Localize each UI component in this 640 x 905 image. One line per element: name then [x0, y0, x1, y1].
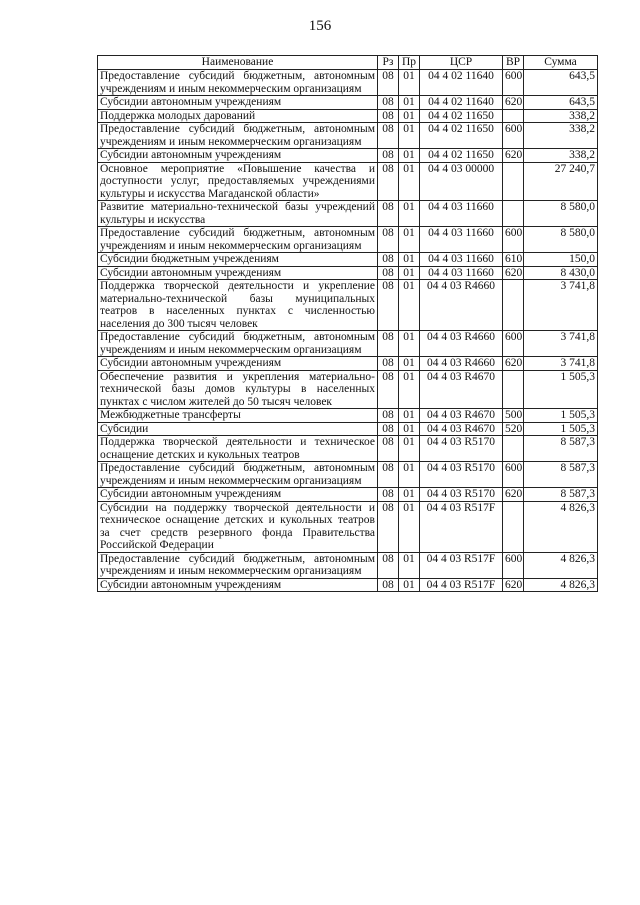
row-pr-cell: 01 [399, 552, 420, 578]
row-name-cell: Поддержка творческой деятельности и укрепление материально-технической базы муниципальных театров в населенных пунктах с численностью населения до 300 тысяч человек [98, 280, 378, 331]
row-csr-cell: 04 4 03 11660 [420, 253, 503, 267]
row-pr-cell: 01 [399, 436, 420, 462]
row-csr-cell: 04 4 03 11660 [420, 201, 503, 227]
row-pr-cell: 01 [399, 422, 420, 436]
row-sum-cell: 1 505,3 [524, 370, 598, 409]
row-vr-cell: 520 [503, 422, 524, 436]
row-csr-cell: 04 4 03 R517F [420, 552, 503, 578]
row-rz-cell: 08 [378, 162, 399, 201]
table-row [98, 227, 598, 253]
row-sum-cell: 4 826,3 [524, 501, 598, 552]
row-rz-cell: 08 [378, 370, 399, 409]
row-name-cell: Межбюджетные трансферты [98, 409, 378, 423]
row-csr-cell: 04 4 03 11660 [420, 266, 503, 280]
row-vr-cell [503, 201, 524, 227]
row-pr-cell: 01 [399, 253, 420, 267]
table-row [98, 501, 598, 552]
row-pr-cell: 01 [399, 201, 420, 227]
table-row [98, 331, 598, 357]
row-name-cell: Субсидии автономным учреждениям [98, 266, 378, 280]
row-rz-cell: 08 [378, 253, 399, 267]
row-rz-cell: 08 [378, 201, 399, 227]
row-pr-cell: 01 [399, 488, 420, 502]
row-vr-cell: 500 [503, 409, 524, 423]
row-name-cell: Поддержка молодых дарований [98, 109, 378, 123]
header-name: Наименование [98, 56, 378, 70]
row-vr-cell: 620 [503, 578, 524, 592]
row-pr-cell: 01 [399, 462, 420, 488]
row-vr-cell: 600 [503, 462, 524, 488]
row-pr-cell: 01 [399, 370, 420, 409]
row-sum-cell: 4 826,3 [524, 552, 598, 578]
header-csr: ЦСР [420, 56, 503, 70]
row-pr-cell: 01 [399, 149, 420, 163]
row-vr-cell [503, 501, 524, 552]
row-sum-cell: 338,2 [524, 123, 598, 149]
row-csr-cell: 04 4 03 R5170 [420, 462, 503, 488]
row-sum-cell: 643,5 [524, 96, 598, 110]
row-vr-cell [503, 109, 524, 123]
row-name-cell: Предоставление субсидий бюджетным, автономным учреждениям и иным некоммерческим организациям [98, 552, 378, 578]
page-number: 156 [308, 18, 332, 34]
row-sum-cell: 643,5 [524, 70, 598, 96]
row-pr-cell: 01 [399, 227, 420, 253]
row-name-cell: Субсидии автономным учреждениям [98, 357, 378, 371]
row-csr-cell: 04 4 02 11650 [420, 109, 503, 123]
table-row [98, 162, 598, 201]
row-vr-cell: 600 [503, 70, 524, 96]
table-row [98, 123, 598, 149]
row-csr-cell: 04 4 03 R4670 [420, 409, 503, 423]
row-vr-cell: 600 [503, 331, 524, 357]
row-rz-cell: 08 [378, 501, 399, 552]
table-row [98, 280, 598, 331]
row-sum-cell: 8 430,0 [524, 266, 598, 280]
row-pr-cell: 01 [399, 162, 420, 201]
row-csr-cell: 04 4 03 R4670 [420, 422, 503, 436]
row-rz-cell: 08 [378, 357, 399, 371]
table-row [98, 357, 598, 371]
table-row [98, 266, 598, 280]
row-csr-cell: 04 4 02 11640 [420, 70, 503, 96]
row-csr-cell: 04 4 03 11660 [420, 227, 503, 253]
row-name-cell: Субсидии автономным учреждениям [98, 578, 378, 592]
row-vr-cell [503, 370, 524, 409]
row-rz-cell: 08 [378, 462, 399, 488]
header-pr: Пр [399, 56, 420, 70]
table-row [98, 96, 598, 110]
row-name-cell: Основное мероприятие «Повышение качества и доступности услуг, предоставляемых учреждениями культуры и искусства Магаданской области» [98, 162, 378, 201]
row-csr-cell: 04 4 03 R5170 [420, 488, 503, 502]
table-row [98, 488, 598, 502]
row-pr-cell: 01 [399, 109, 420, 123]
row-sum-cell: 4 826,3 [524, 578, 598, 592]
row-name-cell: Предоставление субсидий бюджетным, автономным учреждениям и иным некоммерческим организациям [98, 123, 378, 149]
row-pr-cell: 01 [399, 96, 420, 110]
row-rz-cell: 08 [378, 109, 399, 123]
row-pr-cell: 01 [399, 70, 420, 96]
table-header-row [98, 56, 598, 70]
table-row [98, 201, 598, 227]
row-pr-cell: 01 [399, 357, 420, 371]
row-name-cell: Развитие материально-технической базы учреждений культуры и искусства [98, 201, 378, 227]
row-vr-cell [503, 280, 524, 331]
row-csr-cell: 04 4 03 R5170 [420, 436, 503, 462]
row-pr-cell: 01 [399, 331, 420, 357]
row-pr-cell: 01 [399, 123, 420, 149]
row-sum-cell: 8 587,3 [524, 488, 598, 502]
row-sum-cell: 1 505,3 [524, 422, 598, 436]
row-csr-cell: 04 4 03 R4670 [420, 370, 503, 409]
table-row [98, 552, 598, 578]
row-vr-cell: 600 [503, 552, 524, 578]
row-rz-cell: 08 [378, 266, 399, 280]
row-csr-cell: 04 4 03 R4660 [420, 357, 503, 371]
table-row [98, 149, 598, 163]
table-row [98, 109, 598, 123]
header-vr: ВР [503, 56, 524, 70]
row-sum-cell: 3 741,8 [524, 331, 598, 357]
table-row [98, 462, 598, 488]
row-sum-cell: 8 580,0 [524, 201, 598, 227]
row-name-cell: Субсидии автономным учреждениям [98, 96, 378, 110]
row-rz-cell: 08 [378, 123, 399, 149]
row-vr-cell [503, 162, 524, 201]
row-sum-cell: 338,2 [524, 109, 598, 123]
row-rz-cell: 08 [378, 227, 399, 253]
row-pr-cell: 01 [399, 409, 420, 423]
row-csr-cell: 04 4 02 11650 [420, 123, 503, 149]
row-name-cell: Субсидии [98, 422, 378, 436]
row-sum-cell: 8 587,3 [524, 436, 598, 462]
row-pr-cell: 01 [399, 578, 420, 592]
row-vr-cell: 620 [503, 266, 524, 280]
row-rz-cell: 08 [378, 96, 399, 110]
row-vr-cell [503, 436, 524, 462]
row-vr-cell: 600 [503, 227, 524, 253]
header-sum: Сумма [524, 56, 598, 70]
row-rz-cell: 08 [378, 149, 399, 163]
row-csr-cell: 04 4 03 R517F [420, 578, 503, 592]
row-name-cell: Предоставление субсидий бюджетным, автономным учреждениям и иным некоммерческим организациям [98, 462, 378, 488]
row-rz-cell: 08 [378, 552, 399, 578]
budget-table [97, 55, 598, 592]
row-csr-cell: 04 4 02 11650 [420, 149, 503, 163]
row-vr-cell: 620 [503, 357, 524, 371]
table-row [98, 370, 598, 409]
row-sum-cell: 8 580,0 [524, 227, 598, 253]
row-name-cell: Субсидии автономным учреждениям [98, 149, 378, 163]
row-name-cell: Предоставление субсидий бюджетным, автономным учреждениям и иным некоммерческим организациям [98, 331, 378, 357]
row-vr-cell: 600 [503, 123, 524, 149]
row-vr-cell: 610 [503, 253, 524, 267]
row-csr-cell: 04 4 03 R517F [420, 501, 503, 552]
row-sum-cell: 8 587,3 [524, 462, 598, 488]
row-rz-cell: 08 [378, 331, 399, 357]
row-vr-cell: 620 [503, 149, 524, 163]
row-vr-cell: 620 [503, 488, 524, 502]
row-rz-cell: 08 [378, 422, 399, 436]
table-row [98, 422, 598, 436]
row-name-cell: Предоставление субсидий бюджетным, автономным учреждениям и иным некоммерческим организациям [98, 70, 378, 96]
row-rz-cell: 08 [378, 436, 399, 462]
row-name-cell: Субсидии автономным учреждениям [98, 488, 378, 502]
row-rz-cell: 08 [378, 280, 399, 331]
row-name-cell: Субсидии бюджетным учреждениям [98, 253, 378, 267]
row-sum-cell: 1 505,3 [524, 409, 598, 423]
row-csr-cell: 04 4 03 R4660 [420, 280, 503, 331]
row-name-cell: Субсидии на поддержку творческой деятельности и техническое оснащение детских и кукольных театров за счет средств резервного фонда Правительства Российской Федерации [98, 501, 378, 552]
row-csr-cell: 04 4 03 R4660 [420, 331, 503, 357]
table-row [98, 253, 598, 267]
row-sum-cell: 338,2 [524, 149, 598, 163]
table-row [98, 578, 598, 592]
row-rz-cell: 08 [378, 578, 399, 592]
row-sum-cell: 3 741,8 [524, 357, 598, 371]
row-csr-cell: 04 4 03 00000 [420, 162, 503, 201]
row-csr-cell: 04 4 02 11640 [420, 96, 503, 110]
table-row [98, 70, 598, 96]
row-name-cell: Обеспечение развития и укрепления материально-технической базы домов культуры в населенных пунктах с числом жителей до 50 тысяч человек [98, 370, 378, 409]
row-vr-cell: 620 [503, 96, 524, 110]
header-rz: Рз [378, 56, 399, 70]
row-rz-cell: 08 [378, 488, 399, 502]
row-rz-cell: 08 [378, 409, 399, 423]
row-sum-cell: 27 240,7 [524, 162, 598, 201]
row-name-cell: Предоставление субсидий бюджетным, автономным учреждениям и иным некоммерческим организациям [98, 227, 378, 253]
row-pr-cell: 01 [399, 501, 420, 552]
table-row [98, 436, 598, 462]
row-pr-cell: 01 [399, 266, 420, 280]
table-row [98, 409, 598, 423]
row-rz-cell: 08 [378, 70, 399, 96]
row-sum-cell: 3 741,8 [524, 280, 598, 331]
row-name-cell: Поддержка творческой деятельности и техническое оснащение детских и кукольных театров [98, 436, 378, 462]
row-sum-cell: 150,0 [524, 253, 598, 267]
row-pr-cell: 01 [399, 280, 420, 331]
